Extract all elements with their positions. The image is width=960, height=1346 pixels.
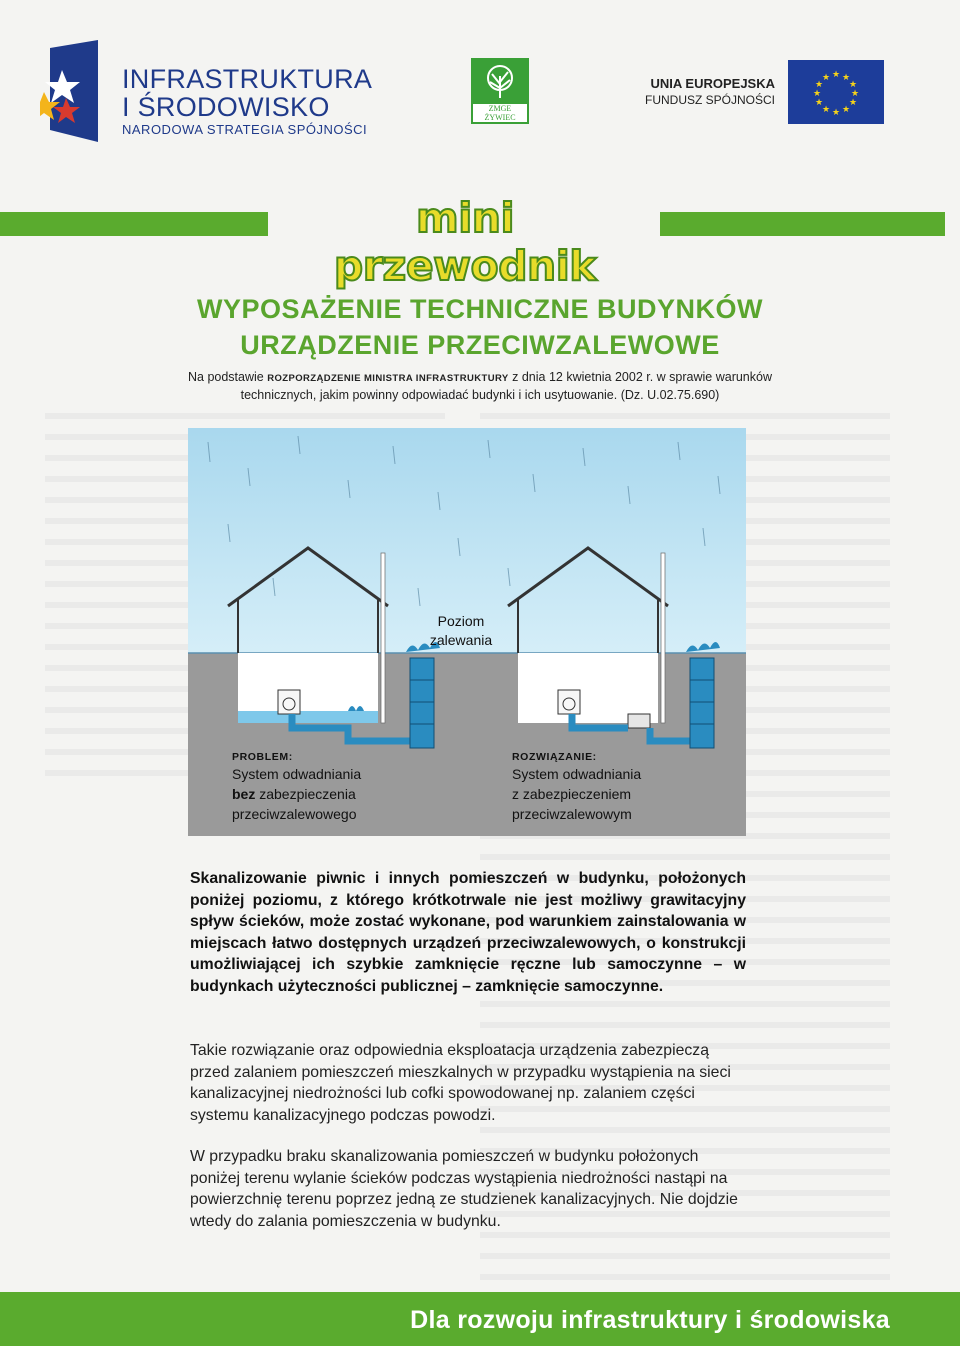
solution-line3: przeciwzalewowym xyxy=(512,806,632,822)
title-line1: WYPOSAŻENIE TECHNICZNE BUDYNKÓW xyxy=(196,294,763,324)
intro-pre: Na podstawie xyxy=(188,370,268,384)
svg-text:★: ★ xyxy=(814,80,824,90)
problem-line1: System odwadniania xyxy=(232,766,362,782)
brand-line2: I ŚRODOWISKO xyxy=(122,92,330,122)
problem-line2: zabezpieczenia xyxy=(255,786,356,802)
brand-line3: NARODOWA STRATEGIA SPÓJNOŚCI xyxy=(122,122,368,137)
fund-label: FUNDUSZ SPÓJNOŚCI xyxy=(644,93,775,107)
svg-text:★: ★ xyxy=(831,70,841,80)
banner-title: mini przewodnik xyxy=(333,194,597,290)
intro-post: z dnia 12 kwietnia 2002 r. w sprawie warunków technicznych, jakim powinny odpowiadać budynki i ich usytuowanie. (Dz. U.02.75.690) xyxy=(240,370,772,402)
right-washing-machine-icon xyxy=(558,690,580,714)
eu-label: UNIA EUROPEJSKA xyxy=(650,76,775,91)
svg-text:★: ★ xyxy=(821,73,831,83)
problem-line3: przeciwzalewowego xyxy=(232,806,357,822)
svg-text:★: ★ xyxy=(848,98,858,108)
footer-bar xyxy=(0,1292,960,1346)
brand-line1: INFRASTRUKTURA xyxy=(122,64,373,94)
svg-text:★: ★ xyxy=(841,73,851,83)
flood-protection-diagram xyxy=(188,428,746,836)
problem-head: PROBLEM: xyxy=(232,751,293,763)
paragraph-2: W przypadku braku skanalizowania pomieszczeń w budynku położonych poniżej terenu wylanie ścieków podczas wystąpienia niedrożności nastąpi na powierzchnię terenu poprzez jedną ze studzienek kanalizacyjnych. Nie dojdzie wtedy do zalania pomieszczenia w budynku. xyxy=(190,1148,738,1230)
paragraph-1: Takie rozwiązanie oraz odpowiednia eksploatacja urządzenia zabezpieczą przed zalaniem pomieszczeń mieszkalnych w przypadku wystąpienia na sieci kanalizacyjnej niedrożności lub cofki spowodowanej np. zalaniem części systemu kanalizacyjnego podczas powodzi. xyxy=(190,1042,731,1124)
zmge-city: ŻYWIEC xyxy=(484,113,516,122)
svg-text:★: ★ xyxy=(814,98,824,108)
right-basement xyxy=(518,653,658,723)
left-washing-machine-icon xyxy=(278,690,300,714)
bold-paragraph: Skanalizowanie piwnic i innych pomieszczeń w budynku, położonych poniżej poziomu, z którego krótkotrwale nie jest możliwy grawitacyjny spływ ścieków, może zostać wykonane, pod warunkiem zainstalowania w miejscach łatwo dostępnych urządzeń przeciwzalewowych, o konstrukcji umożliwiającej ich szybkie zamknięcie ręczne lub samoczynne – w budynkach użyteczności publicznej – zamknięcie samoczynne. xyxy=(190,870,746,995)
svg-text:★: ★ xyxy=(831,108,841,118)
intro-regulation: ROZPORZĄDZENIE MINISTRA INFRASTRUKTURY xyxy=(267,373,509,384)
eu-flag-icon xyxy=(788,60,884,124)
flood-label-line1: Poziom xyxy=(437,613,485,629)
title-line2: URZĄDZENIE PRZECIWZALEWOWE xyxy=(240,330,720,360)
infrastruktura-logo xyxy=(40,38,373,148)
svg-text:★: ★ xyxy=(821,105,831,115)
programme-flag-icon xyxy=(40,40,98,142)
solution-head: ROZWIĄZANIE: xyxy=(512,751,597,763)
solution-line1: System odwadniania xyxy=(512,766,642,782)
zmge-logo xyxy=(471,58,529,124)
svg-text:★: ★ xyxy=(841,105,851,115)
backflow-valve-icon xyxy=(628,714,650,728)
left-manhole xyxy=(410,658,434,748)
flood-label-line2: zalewania xyxy=(429,632,493,648)
svg-text:★: ★ xyxy=(848,80,858,90)
right-manhole xyxy=(690,658,714,748)
problem-bold: bez xyxy=(232,786,256,802)
svg-text:bez zabezpieczenia xyxy=(232,786,356,802)
left-basement-flood xyxy=(238,711,378,723)
zmge-name: ZMGE xyxy=(488,104,512,113)
svg-text:★: ★ xyxy=(812,89,822,99)
svg-text:★: ★ xyxy=(850,89,860,99)
solution-line2: z zabezpieczeniem xyxy=(512,786,632,802)
intro-text xyxy=(180,369,780,404)
footer-slogan: Dla rozwoju infrastruktury i środowiska xyxy=(410,1306,890,1334)
tree-icon xyxy=(473,60,527,104)
